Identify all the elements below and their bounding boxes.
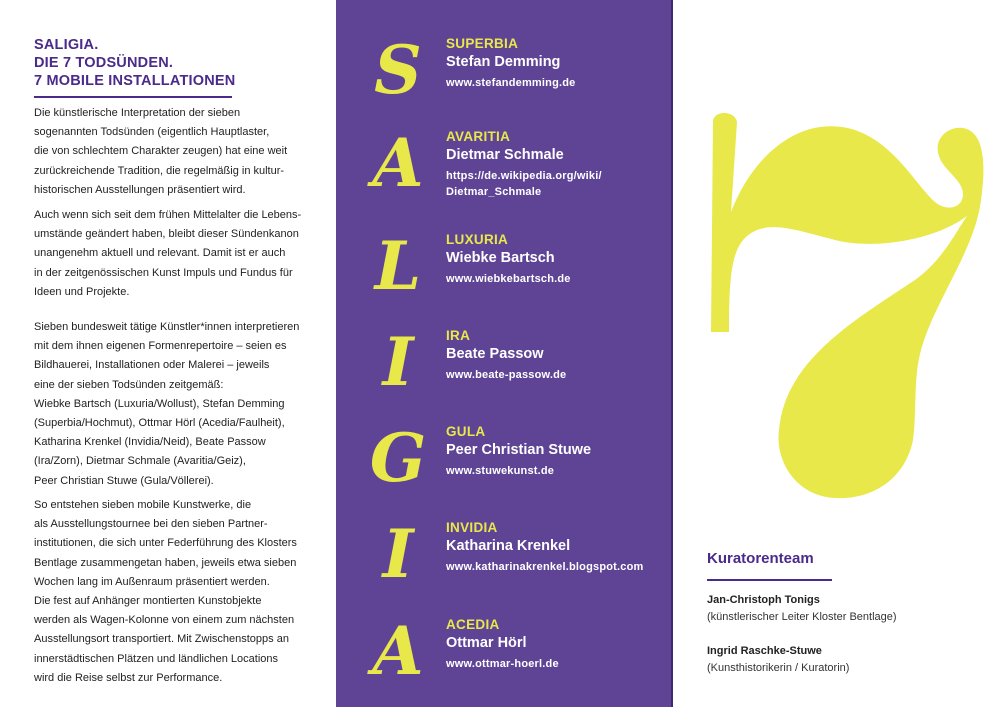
link-line[interactable]: www.katharinakrenkel.blogspot.com [446, 561, 644, 573]
text-line: So entstehen sieben mobile Kunstwerke, die [34, 499, 252, 511]
text-line: umstände geändert haben, bleibt dieser Sündenkanon [34, 228, 299, 241]
blackletter-i-icon: I [382, 515, 414, 593]
sin-name: GULA [446, 424, 486, 439]
text-line: Katharina Krenkel (Invidia/Neid), Beate Passow [34, 436, 266, 449]
title-line: SALIGIA. [34, 37, 99, 53]
page-title [34, 36, 235, 90]
sin-name: IRA [446, 328, 471, 343]
right-panel [675, 0, 1000, 707]
text-line: (Superbia/Hochmut), Ottmar Hörl (Acedia/Faulheit), [34, 417, 285, 430]
left-panel [0, 0, 336, 707]
blackletter-a-icon: A [372, 124, 424, 202]
paragraph-relevance [34, 206, 324, 302]
text-line: Sieben bundesweit tätige Künstler*innen interpretieren [34, 321, 300, 333]
sin-entry-acedia [336, 612, 673, 705]
sin-name: ACEDIA [446, 617, 500, 632]
sin-entry-luxuria [336, 227, 673, 320]
text-line: werden als Wagen-Kolonne von einem zum nächsten [34, 614, 295, 627]
link-line[interactable]: www.beate-passow.de [446, 369, 567, 381]
title-line: DIE 7 TODSÜNDEN. [34, 55, 174, 71]
artist-name: Peer Christian Stuwe [446, 442, 592, 458]
blackletter-l-icon: L [374, 227, 422, 305]
text-line: innerstädtischen Plätzen und ländlichen Locations [34, 652, 278, 665]
artist-link[interactable] [446, 463, 554, 479]
sin-name: LUXURIA [446, 232, 509, 247]
artist-name: Stefan Demming [446, 54, 561, 70]
paragraph-intro [34, 104, 324, 200]
sin-entry-superbia [336, 31, 673, 124]
curator-role: (Kunsthistorikerin / Kuratorin) [707, 662, 850, 674]
title-divider [34, 96, 232, 98]
sin-name: SUPERBIA [446, 36, 519, 51]
curators-divider [707, 579, 832, 581]
artist-name: Katharina Krenkel [446, 538, 571, 554]
sin-name: AVARITIA [446, 129, 511, 144]
artist-link[interactable] [446, 75, 576, 91]
blackletter-i-icon: I [382, 323, 414, 401]
curator-role: (künstlerischer Leiter Kloster Bentlage) [707, 611, 897, 623]
paragraph-tour [34, 496, 324, 688]
text-line: zurückreichende Tradition, die regelmäßig in kultur- [34, 164, 285, 177]
text-line: Bentlage zusammengetan haben, jeweils etwa sieben [34, 556, 297, 569]
link-line[interactable]: https://de.wikipedia.org/wiki/ [446, 170, 602, 182]
artist-link[interactable] [446, 271, 571, 287]
blackletter-g-icon: G [369, 419, 427, 497]
text-line: Ideen und Projekte. [34, 285, 130, 298]
link-line[interactable]: www.wiebkebartsch.de [446, 273, 571, 285]
link-line[interactable]: www.stefandemming.de [446, 77, 576, 89]
artist-name: Dietmar Schmale [446, 147, 564, 163]
paragraph-artists [34, 318, 324, 491]
text-line: Wochen lang im Außenraum präsentiert werden. [34, 575, 270, 588]
numeral-seven-icon [695, 100, 985, 500]
artist-name: Beate Passow [446, 346, 544, 362]
text-line: Bildhauerei, Installationen oder Malerei – jeweils [34, 359, 270, 372]
text-line: Die fest auf Anhänger montierten Kunstobjekte [34, 595, 262, 608]
artist-name: Wiebke Bartsch [446, 250, 555, 266]
link-line[interactable]: Dietmar_Schmale [446, 186, 542, 198]
link-line[interactable]: www.ottmar-hoerl.de [446, 658, 559, 670]
text-line: Auch wenn sich seit dem frühen Mittelalter die Lebens- [34, 209, 302, 221]
sin-entry-ira [336, 323, 673, 416]
artist-name: Ottmar Hörl [446, 635, 527, 651]
curators-heading: Kuratorenteam [707, 550, 814, 567]
blackletter-a-icon: A [372, 612, 424, 690]
text-line: eine der sieben Todsünden zeitgemäß: [34, 378, 224, 391]
sin-entry-avaritia [336, 124, 673, 217]
text-line: wird die Reise selbst zur Performance. [34, 671, 223, 684]
text-line: die von schlechtem Charakter zeugen) hat eine weit [34, 145, 288, 158]
text-line: mit dem ihnen eigenen Formenrepertoire – seien es [34, 340, 287, 353]
text-line: sogenannten Todsünden (eigentlich Hauptlaster, [34, 126, 270, 139]
text-line: (Ira/Zorn), Dietmar Schmale (Avaritia/Geiz), [34, 455, 246, 468]
text-line: in der zeitgenössischen Kunst Impuls und Fundus für [34, 266, 293, 279]
text-line: als Ausstellungstournee bei den sieben Partner- [34, 518, 268, 531]
text-line: Wiebke Bartsch (Luxuria/Wollust), Stefan Demming [34, 397, 285, 410]
artist-link[interactable] [446, 367, 566, 383]
link-line[interactable]: www.stuwekunst.de [446, 465, 555, 477]
text-line: institutionen, die sich unter Federführung des Klosters [34, 537, 297, 550]
text-line: Ausstellungsort transportiert. Mit Zwischenstopps an [34, 633, 289, 646]
artist-link[interactable] [446, 559, 644, 575]
curator-name: Ingrid Raschke-Stuwe [707, 645, 822, 657]
text-line: Peer Christian Stuwe (Gula/Völlerei). [34, 474, 214, 487]
artist-link[interactable] [446, 168, 602, 200]
text-line: historischen Ausstellungen präsentiert wird. [34, 183, 246, 196]
sin-name: INVIDIA [446, 520, 498, 535]
title-line: 7 MOBILE INSTALLATIONEN [34, 73, 236, 89]
sins-panel [336, 0, 673, 707]
text-line: Die künstlerische Interpretation der sieben [34, 107, 241, 119]
curator-name: Jan-Christoph Tonigs [707, 594, 820, 606]
artist-link[interactable] [446, 656, 559, 672]
blackletter-s-icon: S [374, 31, 422, 109]
text-line: unangenehm aktuell und relevant. Damit ist er auch [34, 247, 286, 260]
sin-entry-invidia [336, 515, 673, 608]
sin-entry-gula [336, 419, 673, 512]
